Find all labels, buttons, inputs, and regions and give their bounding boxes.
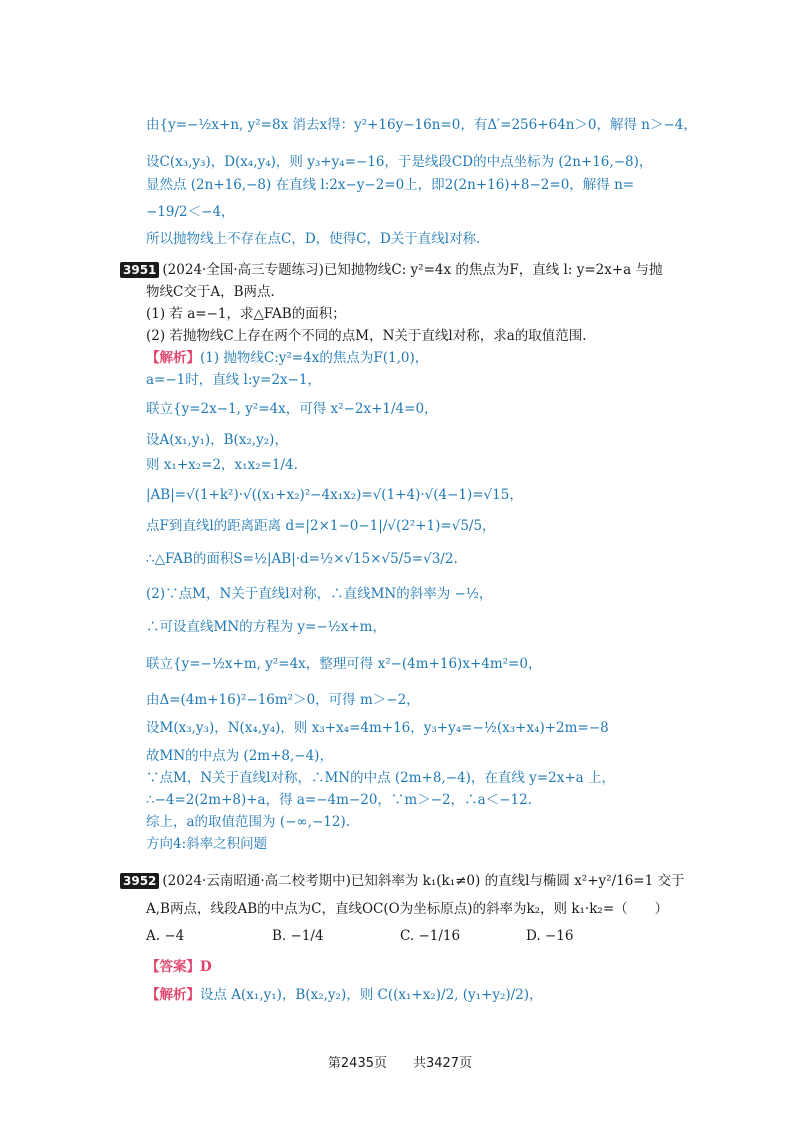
solution-3951-line-13: 设M(x₃,y₃)，N(x₄,y₄)，则 x₃+x₄=4m+16，y₃+y₄=−½(x₃+x₄)+2m=−8: [146, 720, 609, 736]
question-3951-line-2: 物线C交于A，B两点.: [146, 284, 275, 300]
solution-3951-line-11: 联立{y=−½x+m, y²=4x，整理可得 x²−(4m+16)x+4m²=0，: [146, 656, 542, 672]
solution-3951-line-4: 设A(x₁,y₁)，B(x₂,y₂)，: [146, 432, 288, 448]
solution-3951-line-12: 由Δ=(4m+16)²−16m²＞0，可得 m＞−2，: [146, 692, 420, 708]
question-3952-line-1: [120, 872, 684, 890]
question-3951-part-2: (2) 若抛物线C上存在两个不同的点M，N关于直线l对称，求a的取值范围.: [146, 328, 587, 344]
option-a: A. −4: [146, 928, 185, 944]
question-3952-line-2: A,B两点，线段AB的中点为C，直线OC(O为坐标原点)的斜率为k₂，则 k₁·k₂=（ ）: [146, 901, 669, 917]
prev-solution-line-3: 显然点 (2n+16,−8) 在直线 l:2x−y−2=0上，即2(2n+16)+8−2=0，解得 n=: [146, 177, 635, 193]
direction-heading: 方向4:斜率之积问题: [146, 836, 268, 852]
solution-3951-line-10: ∴可设直线MN的方程为 y=−½x+m，: [146, 619, 386, 635]
answer-line: [146, 958, 212, 976]
prev-solution-line-5: 所以抛物线上不存在点C，D，使得C，D关于直线l对称.: [146, 231, 481, 247]
solution-3951-line-9: (2)∵点M，N关于直线l对称，∴直线MN的斜率为 −½，: [146, 586, 493, 602]
question-3951-line-1: [120, 261, 663, 279]
question-3951-part-1: (1) 若 a=−1，求△FAB的面积；: [146, 306, 346, 322]
solution-3951-line-3: 联立{y=2x−1, y²=4x，可得 x²−2x+1/4=0，: [146, 401, 438, 417]
solution-3951-line-6: |AB|=√(1+k²)·√((x₁+x₂)²−4x₁x₂)=√(1+4)·√(4−1)=√15，: [146, 487, 523, 503]
prev-solution-line-1: 由{y=−½x+n, y²=8x 消去x得：y²+16y−16n=0，有Δ′=256+64n＞0，解得 n＞−4，: [146, 117, 697, 133]
question-number-badge: 3952: [120, 873, 159, 889]
analysis-tag: 【解析】: [146, 350, 200, 366]
page-footer: 第2435页 共3427页: [327, 1056, 473, 1071]
question-3951-text-1: (2024·全国·高三专题练习)已知抛物线C: y²=4x 的焦点为F，直线 l: y=2x+a 与抛: [162, 262, 663, 278]
option-c: C. −1/16: [400, 928, 461, 944]
analysis-tag: 【解析】: [146, 987, 200, 1003]
question-number-badge: 3951: [120, 262, 159, 278]
option-d: D. −16: [526, 928, 574, 944]
analysis-line: [146, 986, 543, 1004]
analysis-text: 设点 A(x₁,y₁)，B(x₂,y₂)，则 C((x₁+x₂)/2, (y₁+y₂)/2)，: [200, 987, 543, 1003]
solution-3951-line-15: ∵点M，N关于直线l对称，∴MN的中点 (2m+8,−4)，在直线 y=2x+a 上，: [146, 770, 615, 786]
solution-3951-line-7: 点F到直线l的距离距离 d=|2×1−0−1|/√(2²+1)=√5/5，: [146, 518, 496, 534]
solution-text: (1) 抛物线C:y²=4x的焦点为F(1,0)，: [200, 350, 429, 366]
solution-3951-line-1: [146, 349, 428, 367]
prev-solution-line-4: −19/2＜−4，: [146, 204, 235, 220]
prev-solution-line-2: 设C(x₃,y₃)，D(x₄,y₄)，则 y₃+y₄=−16，于是线段CD的中点坐标为 (2n+16,−8)，: [146, 154, 653, 170]
option-b: B. −1/4: [272, 928, 324, 944]
answer-tag: 【答案】: [146, 959, 200, 975]
solution-3951-line-8: ∴△FAB的面积S=½|AB|·d=½×√15×√5/5=√3/2.: [146, 551, 458, 567]
solution-3951-line-2: a=−1时，直线 l:y=2x−1，: [146, 372, 321, 388]
solution-3951-line-17: 综上，a的取值范围为 (−∞,−12).: [146, 814, 351, 830]
question-3952-text-1: (2024·云南昭通·高二校考期中)已知斜率为 k₁(k₁≠0) 的直线l与椭圆 x²+y²/16=1 交于: [162, 873, 685, 889]
answer-value: D: [200, 959, 212, 975]
solution-3951-line-5: 则 x₁+x₂=2，x₁x₂=1/4.: [146, 457, 298, 473]
solution-3951-line-16: ∴−4=2(2m+8)+a，得 a=−4m−20，∵m＞−2，∴a＜−12.: [146, 792, 532, 808]
solution-3951-line-14: 故MN的中点为 (2m+8,−4)，: [146, 748, 333, 764]
